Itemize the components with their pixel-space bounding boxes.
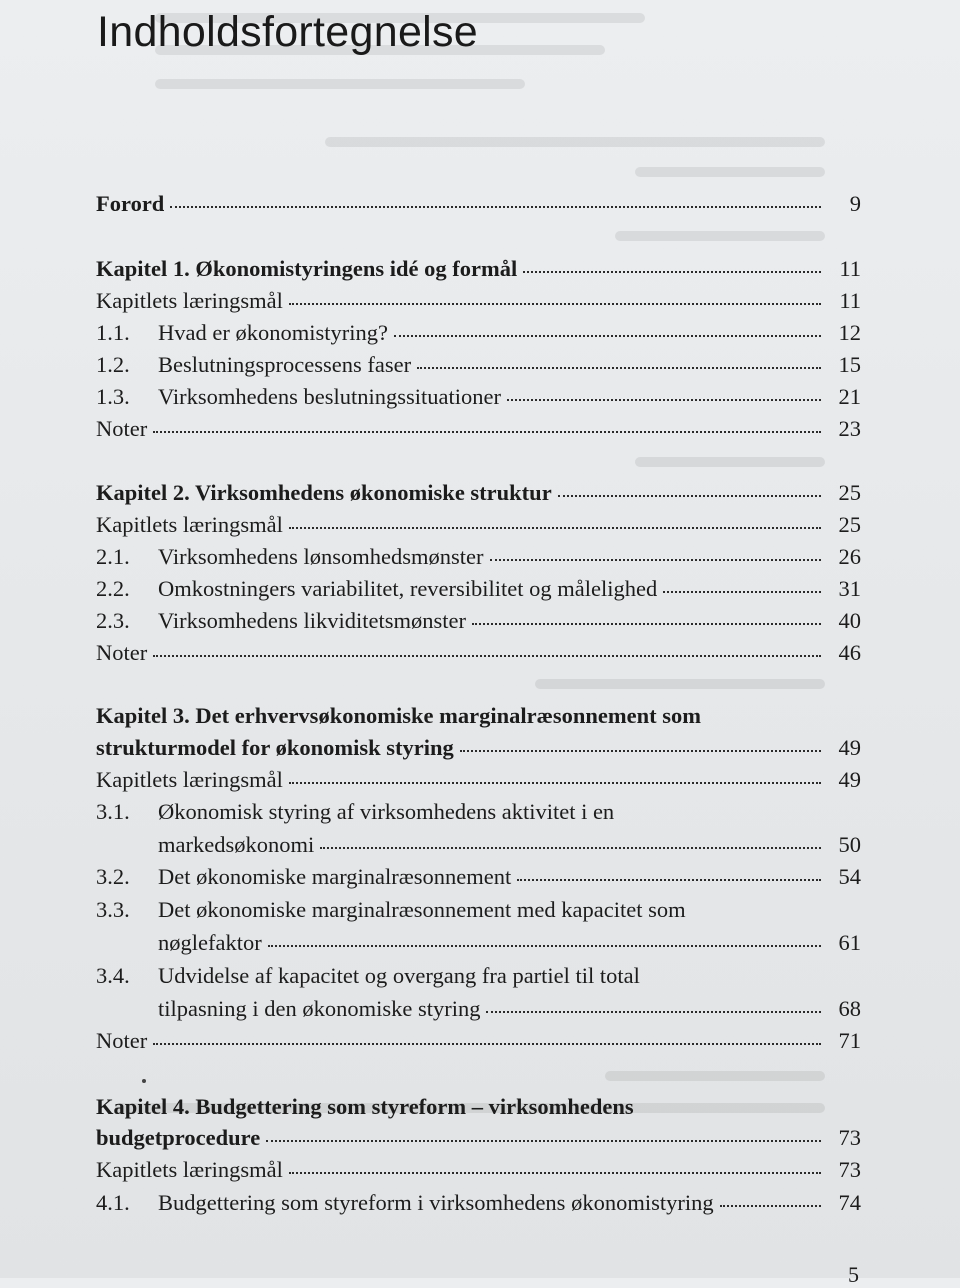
entry-title: tilpasning i den økonomiske styring (158, 996, 481, 1021)
entry-page: 21 (838, 384, 861, 409)
entry-page: 49 (838, 767, 861, 792)
dot-leader (289, 1172, 821, 1174)
toc-entry[interactable] (96, 1154, 861, 1186)
dot-leader (523, 271, 821, 273)
dot-leader (268, 945, 821, 947)
toc-entry-foreword[interactable] (96, 188, 861, 220)
entry-number: 3.4. (96, 963, 130, 988)
dot-leader (153, 431, 821, 433)
toc-entry[interactable] (96, 381, 861, 413)
toc-entry-chapter-3-cont[interactable] (96, 732, 861, 764)
dot-leader (289, 527, 821, 529)
entry-title: Det økonomiske marginalræsonnement med kapacitet som (158, 897, 686, 922)
dot-leader (266, 1140, 821, 1142)
entry-title: Kapitel 4. Budgettering som styreform – virksomhedens (96, 1094, 634, 1119)
entry-page: 74 (838, 1190, 861, 1215)
dot-leader (153, 1043, 821, 1045)
entry-number: 2.1. (96, 544, 130, 569)
entry-title: Virksomhedens beslutningssituationer (158, 384, 501, 409)
toc-entry-cont[interactable] (96, 829, 861, 861)
page-title: Indholdsfortegnelse (97, 8, 479, 56)
dot-leader (394, 335, 821, 337)
entry-page: 46 (838, 640, 861, 665)
entry-page: 31 (838, 576, 861, 601)
entry-title: Beslutningsprocessens faser (158, 352, 412, 377)
entry-page: 54 (838, 864, 861, 889)
entry-number: 3.1. (96, 799, 130, 824)
toc-entry[interactable] (96, 605, 861, 637)
toc-entry-cont[interactable] (96, 993, 861, 1025)
entry-page: 11 (839, 256, 861, 281)
toc-entry-chapter-2[interactable] (96, 477, 861, 509)
entry-title: Kapitel 2. Virksomhedens økonomiske struktur (96, 480, 552, 505)
toc-entry-chapter-3[interactable] (96, 700, 861, 732)
toc-entry[interactable] (96, 573, 861, 605)
dot-leader (486, 1011, 821, 1013)
dot-leader (517, 879, 821, 881)
entry-page: 61 (838, 930, 861, 955)
toc-entry[interactable] (96, 509, 861, 541)
entry-title: nøglefaktor (158, 930, 262, 955)
dot-leader (289, 303, 821, 305)
entry-page: 11 (839, 288, 861, 313)
dot-leader (289, 782, 821, 784)
entry-title: Økonomisk styring af virksomhedens aktivitet i en (158, 799, 615, 824)
entry-page: 15 (838, 352, 861, 377)
entry-title: strukturmodel for økonomisk styring (96, 735, 454, 760)
toc-entry[interactable] (96, 317, 861, 349)
page-number-footer: 5 (848, 1262, 859, 1287)
entry-number: 1.1. (96, 320, 130, 345)
dot-leader (507, 399, 821, 401)
dot-leader (170, 206, 821, 208)
entry-title: Budgettering som styreform i virksomhedens økonomistyring (158, 1190, 714, 1215)
dot-leader (663, 591, 821, 593)
toc-entry[interactable] (96, 764, 861, 796)
dot-leader (472, 623, 821, 625)
entry-title: Noter (96, 1028, 148, 1053)
entry-page: 23 (838, 416, 861, 441)
toc-entry[interactable] (96, 960, 861, 992)
toc-entry[interactable] (96, 861, 861, 893)
entry-page: 49 (838, 735, 861, 760)
entry-page: 12 (838, 320, 861, 345)
toc-entry[interactable] (96, 349, 861, 381)
entry-title: Kapitlets læringsmål (96, 1157, 283, 1182)
entry-page: 73 (838, 1157, 861, 1182)
toc-entry-notes[interactable] (96, 637, 861, 669)
entry-page: 9 (849, 191, 861, 216)
entry-page: 71 (838, 1028, 861, 1053)
dot-leader (320, 847, 821, 849)
entry-number: 3.2. (96, 864, 130, 889)
entry-page: 40 (838, 608, 861, 633)
entry-title: Kapitel 1. Økonomistyringens idé og formål (96, 256, 518, 281)
toc-entry-chapter-1[interactable] (96, 253, 861, 285)
entry-title: Det økonomiske marginalræsonnement (158, 864, 512, 889)
entry-page: 25 (838, 512, 861, 537)
entry-page: 73 (838, 1125, 861, 1150)
entry-title: markedsøkonomi (158, 832, 315, 857)
entry-title: Omkostningers variabilitet, reversibilitet og målelighed (158, 576, 658, 601)
entry-number: 1.2. (96, 352, 130, 377)
entry-title: Noter (96, 416, 148, 441)
entry-page: 50 (838, 832, 861, 857)
paper-speck (142, 1079, 146, 1083)
entry-page: 25 (838, 480, 861, 505)
entry-title: Virksomhedens likviditetsmønster (158, 608, 466, 633)
entry-title: Hvad er økonomistyring? (158, 320, 388, 345)
toc-entry-notes[interactable] (96, 413, 861, 445)
dot-leader (558, 495, 821, 497)
toc-entry-notes[interactable] (96, 1025, 861, 1057)
toc-entry-chapter-4-cont[interactable] (96, 1122, 861, 1154)
toc-entry[interactable] (96, 796, 861, 828)
toc-entry-cont[interactable] (96, 927, 861, 959)
entry-title: Kapitlets læringsmål (96, 767, 283, 792)
entry-number: 4.1. (96, 1190, 130, 1215)
dot-leader (720, 1205, 821, 1207)
entry-title: Kapitlets læringsmål (96, 512, 283, 537)
toc-entry[interactable] (96, 541, 861, 573)
entry-title: Noter (96, 640, 148, 665)
entry-page: 68 (838, 996, 861, 1021)
toc-entry[interactable] (96, 1187, 861, 1219)
dot-leader (490, 559, 822, 561)
toc-entry[interactable] (96, 894, 861, 926)
entry-page: 26 (838, 544, 861, 569)
entry-title: Virksomhedens lønsomhedsmønster (158, 544, 484, 569)
entry-title: Kapitel 3. Det erhvervsøkonomiske marginalræsonnement som (96, 703, 701, 728)
dot-leader (417, 367, 821, 369)
entry-number: 1.3. (96, 384, 130, 409)
entry-number: 3.3. (96, 897, 130, 922)
entry-title: Udvidelse af kapacitet og overgang fra partiel til total (158, 963, 640, 988)
entry-number: 2.2. (96, 576, 130, 601)
toc-entry[interactable] (96, 285, 861, 317)
entry-title: Forord (96, 191, 165, 216)
dot-leader (460, 750, 821, 752)
entry-title: budgetprocedure (96, 1125, 261, 1150)
dot-leader (153, 655, 821, 657)
toc-entry-chapter-4[interactable] (96, 1091, 861, 1123)
entry-title: Kapitlets læringsmål (96, 288, 283, 313)
entry-number: 2.3. (96, 608, 130, 633)
